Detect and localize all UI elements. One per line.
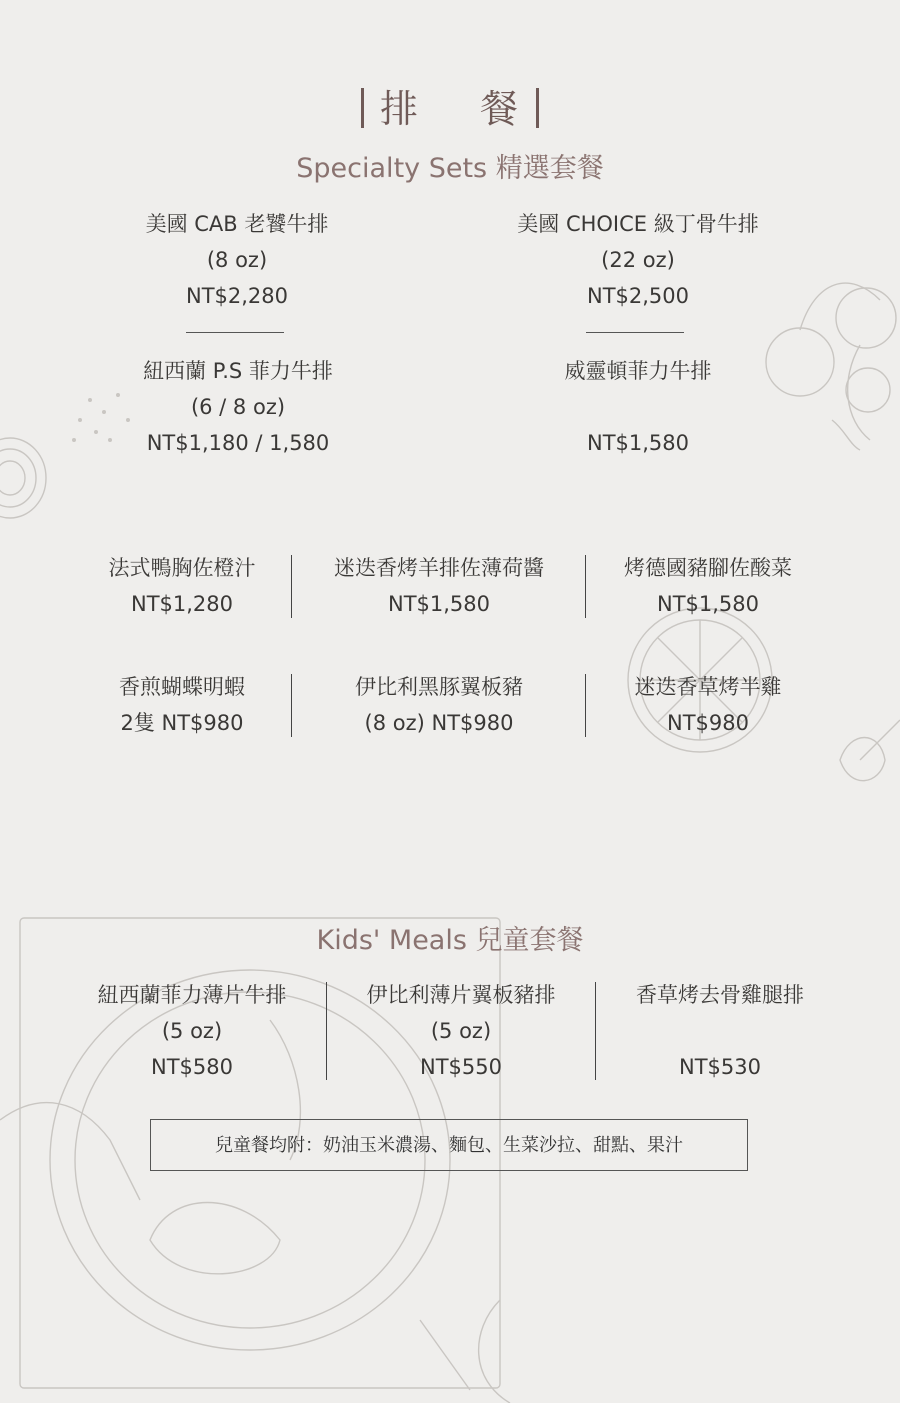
kids-item-pork (327, 977, 595, 1085)
item-name: 伊比利薄片翼板豬排 (366, 983, 556, 1007)
divider (186, 332, 284, 333)
kids-meal-note: 兒童餐均附：奶油玉米濃湯、麵包、生菜沙拉、甜點、果汁 (150, 1119, 748, 1171)
item-name: 法式鴨胸佐橙汁 (108, 556, 256, 580)
menu-item-duck (72, 550, 292, 622)
menu-item-ps-fillet (88, 353, 388, 461)
kids-subtitle: Kids' Meals 兒童套餐 (316, 925, 584, 956)
item-size: (5 oz) (430, 1019, 492, 1043)
menu-item-lamb (292, 550, 586, 622)
menu-item-iberico-pork (292, 669, 586, 741)
title-bar-left (361, 88, 364, 128)
item-size (488, 389, 788, 425)
item-name: 伊比利黑豚翼板豬 (355, 675, 523, 699)
item-price: NT$1,180 / 1,580 (146, 431, 330, 455)
menu-item-half-chicken (586, 669, 830, 741)
item-name: 紐西蘭 P.S 菲力牛排 (143, 359, 333, 383)
item-price: NT$2,280 (185, 284, 289, 308)
menu-item-pork-knuckle (586, 550, 830, 622)
item-price: 2隻 NT$980 (120, 711, 244, 735)
item-size: (22 oz) (601, 248, 675, 272)
page-title (0, 78, 900, 133)
item-price: NT$1,580 (586, 431, 690, 455)
title-char-1: 排 (379, 87, 420, 131)
menu-item-cab-steak (87, 206, 387, 314)
item-size (596, 1013, 844, 1049)
item-price: NT$1,580 (656, 592, 760, 616)
item-name: 香草烤去骨雞腿排 (636, 983, 804, 1007)
menu-item-tbone-steak (463, 206, 813, 314)
leaf-illustration (840, 720, 900, 781)
item-price: NT$980 (667, 711, 749, 735)
item-name: 美國 CAB 老饕牛排 (145, 212, 329, 236)
item-name: 烤德國豬腳佐酸菜 (624, 556, 792, 580)
item-price: NT$580 (151, 1055, 233, 1079)
item-price: NT$1,280 (130, 592, 234, 616)
kids-item-chicken (596, 977, 844, 1085)
divider (586, 332, 684, 333)
menu-item-prawns (72, 669, 292, 741)
title-bar-right (536, 88, 539, 128)
item-size: (5 oz) (161, 1019, 223, 1043)
menu-item-wellington (488, 353, 788, 461)
item-price: NT$2,500 (586, 284, 690, 308)
lemon-slice-illustration (0, 438, 46, 518)
specialty-subtitle: Specialty Sets 精選套餐 (296, 153, 604, 184)
item-size: (8 oz) (206, 248, 268, 272)
title-char-2: 餐 (480, 87, 521, 131)
item-name: 迷迭香烤羊排佐薄荷醬 (334, 556, 544, 580)
item-price: NT$1,580 (387, 592, 491, 616)
item-name: 迷迭香草烤半雞 (634, 675, 782, 699)
item-price: (8 oz) NT$980 (364, 711, 514, 735)
item-name: 威靈頓菲力牛排 (564, 359, 712, 383)
item-price: NT$550 (420, 1055, 502, 1079)
item-size: (6 / 8 oz) (190, 395, 286, 419)
item-name: 紐西蘭菲力薄片牛排 (97, 983, 287, 1007)
kids-item-beef (57, 977, 327, 1085)
item-name: 美國 CHOICE 級丁骨牛排 (517, 212, 759, 236)
item-price: NT$530 (679, 1055, 761, 1079)
item-name: 香煎蝴蝶明蝦 (119, 675, 245, 699)
